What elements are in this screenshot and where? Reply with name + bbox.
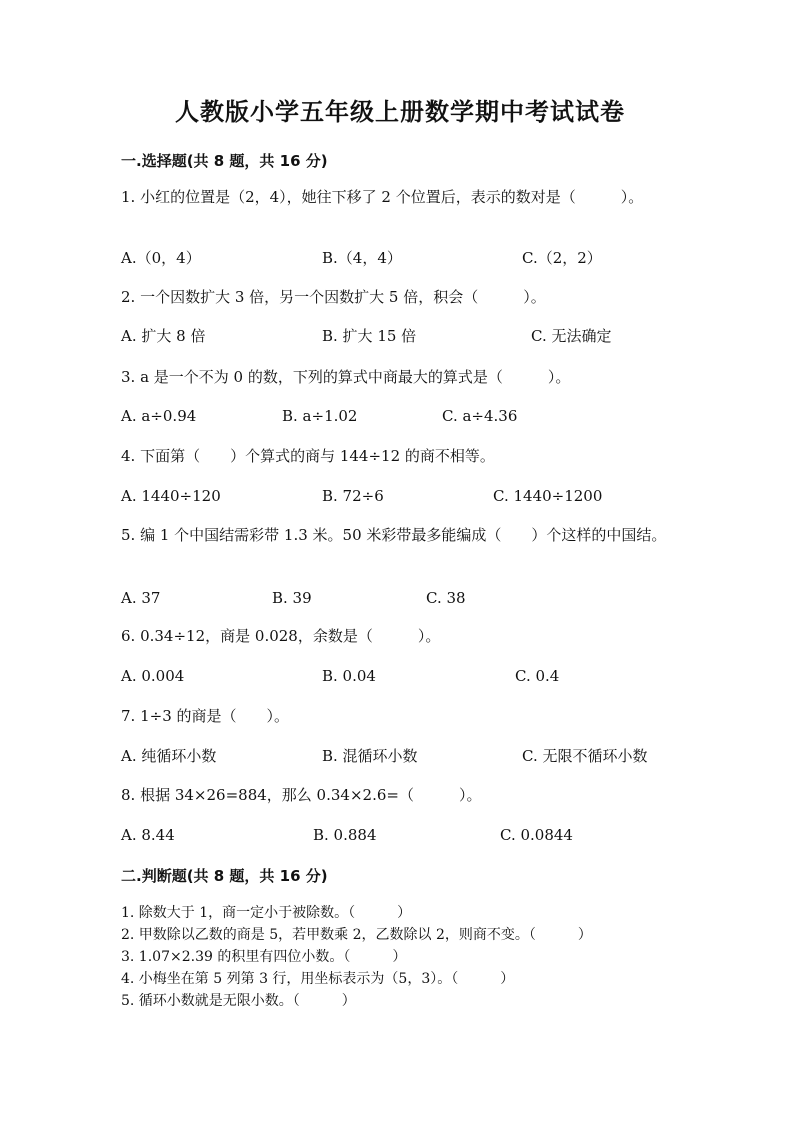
section-choice-title: 一.选择题(共 8 题，共 16 分) bbox=[121, 152, 328, 170]
question-6-option-c: C. 0.4 bbox=[515, 667, 560, 685]
judge-item-3: 3. 1.07×2.39 的积里有四位小数。（ ） bbox=[121, 949, 407, 965]
question-2: 2. 一个因数扩大 3 倍，另一个因数扩大 5 倍，积会（ ）。 bbox=[121, 288, 546, 306]
question-1-option-c: C.（2，2） bbox=[522, 249, 602, 267]
question-1: 1. 小红的位置是（2，4），她往下移了 2 个位置后，表示的数对是（ ）。 bbox=[121, 188, 644, 206]
question-4: 4. 下面第（ ）个算式的商与 144÷12 的商不相等。 bbox=[121, 447, 495, 465]
question-3-option-a: A. a÷0.94 bbox=[121, 407, 197, 425]
question-7-option-c: C. 无限不循环小数 bbox=[522, 747, 648, 765]
question-4-option-c: C. 1440÷1200 bbox=[493, 487, 603, 505]
question-1-option-b: B.（4，4） bbox=[322, 249, 402, 267]
question-5-option-c: C. 38 bbox=[426, 589, 466, 607]
question-5: 5. 编 1 个中国结需彩带 1.3 米。50 米彩带最多能编成（ ）个这样的中国结。 bbox=[121, 526, 667, 544]
question-2-option-c: C. 无法确定 bbox=[531, 327, 612, 345]
question-7-option-a: A. 纯循环小数 bbox=[121, 747, 217, 765]
question-8: 8. 根据 34×26=884，那么 0.34×2.6=（ ）。 bbox=[121, 786, 482, 804]
judge-item-5: 5. 循环小数就是无限小数。（ ） bbox=[121, 993, 356, 1009]
question-1-option-a: A.（0，4） bbox=[121, 249, 201, 267]
question-3: 3. a 是一个不为 0 的数，下列的算式中商最大的算式是（ ）。 bbox=[121, 368, 571, 386]
exam-title: 人教版小学五年级上册数学期中考试试卷 bbox=[175, 98, 625, 126]
question-4-option-a: A. 1440÷120 bbox=[121, 487, 221, 505]
section-judge-title: 二.判断题(共 8 题，共 16 分) bbox=[121, 867, 328, 885]
question-8-option-a: A. 8.44 bbox=[121, 826, 175, 844]
question-6: 6. 0.34÷12，商是 0.028，余数是（ ）。 bbox=[121, 627, 441, 645]
judge-item-4: 4. 小梅坐在第 5 列第 3 行，用坐标表示为（5，3）。（ ） bbox=[121, 971, 515, 987]
question-2-option-b: B. 扩大 15 倍 bbox=[322, 327, 417, 345]
question-2-option-a: A. 扩大 8 倍 bbox=[121, 327, 206, 345]
question-8-option-c: C. 0.0844 bbox=[500, 826, 573, 844]
question-4-option-b: B. 72÷6 bbox=[322, 487, 384, 505]
judge-item-1: 1. 除数大于 1，商一定小于被除数。（ ） bbox=[121, 905, 412, 921]
judge-item-2: 2. 甲数除以乙数的商是 5，若甲数乘 2，乙数除以 2，则商不变。（ ） bbox=[121, 927, 592, 943]
question-8-option-b: B. 0.884 bbox=[313, 826, 377, 844]
question-7-option-b: B. 混循环小数 bbox=[322, 747, 418, 765]
question-6-option-b: B. 0.04 bbox=[322, 667, 376, 685]
question-5-option-b: B. 39 bbox=[272, 589, 312, 607]
question-7: 7. 1÷3 的商是（ ）。 bbox=[121, 707, 290, 725]
question-6-option-a: A. 0.004 bbox=[121, 667, 185, 685]
question-3-option-c: C. a÷4.36 bbox=[442, 407, 518, 425]
question-5-option-a: A. 37 bbox=[121, 589, 161, 607]
question-3-option-b: B. a÷1.02 bbox=[282, 407, 358, 425]
